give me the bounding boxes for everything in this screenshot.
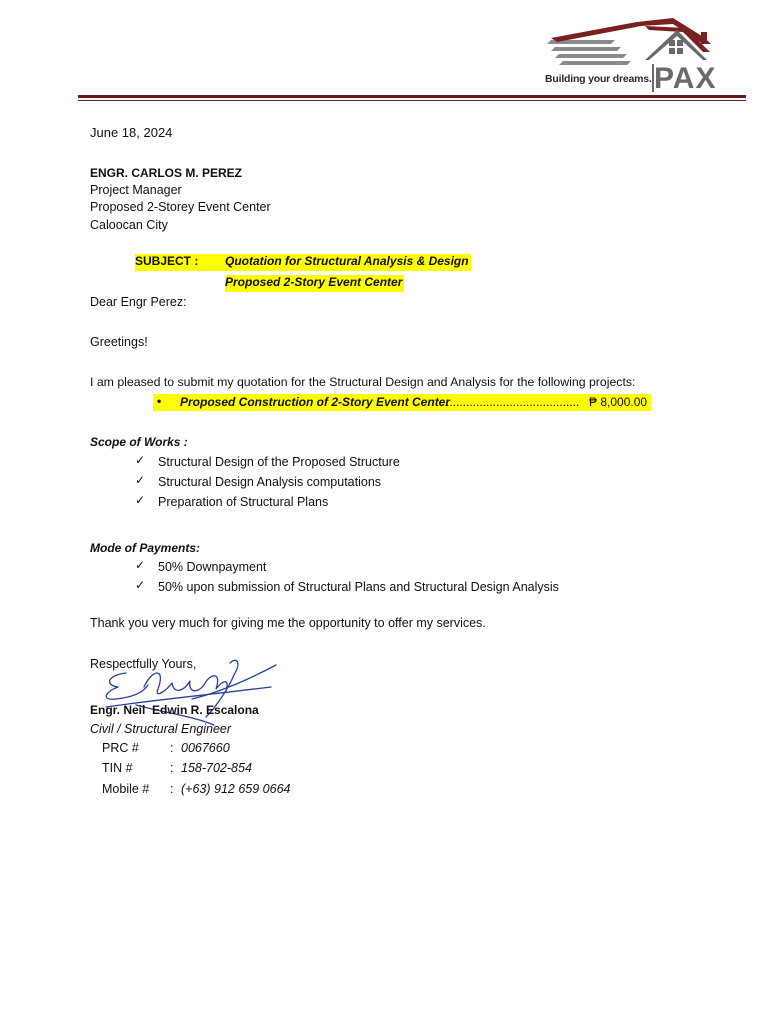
- bullet-glyph: •: [157, 394, 162, 408]
- intro-paragraph: I am pleased to submit my quotation for the Structural Design and Analysis for the following projects:: [90, 375, 636, 389]
- subject-line-2: Proposed 2-Story Event Center: [225, 275, 404, 292]
- logo-window: [669, 40, 683, 54]
- checkmark-icon: ✓: [135, 453, 146, 467]
- recipient-project: Proposed 2-Storey Event Center: [90, 200, 271, 214]
- signer-title: Civil / Structural Engineer: [90, 722, 232, 736]
- payments-heading: Mode of Payments:: [90, 541, 201, 555]
- detail-label: PRC #: [102, 741, 139, 755]
- greeting: Greetings!: [90, 335, 148, 349]
- logo-stripes: [547, 40, 631, 65]
- payment-item: 50% upon submission of Structural Plans and Structural Design Analysis: [158, 580, 559, 594]
- checkmark-icon: ✓: [135, 578, 146, 592]
- quote-item-row: [153, 394, 651, 411]
- detail-separator: :: [170, 761, 174, 775]
- subject-line-1: Quotation for Structural Analysis & Design: [225, 254, 471, 271]
- detail-value: 158-702-854: [181, 761, 252, 775]
- signer-name: Engr. Neil Edwin R. Escalona: [90, 703, 259, 717]
- checkmark-icon: ✓: [135, 493, 146, 507]
- thanks-paragraph: Thank you very much for giving me the opportunity to offer my services.: [90, 616, 486, 630]
- quote-item-name: Proposed Construction of 2-Story Event Center: [180, 395, 451, 409]
- logo-brand-name: PAX: [654, 62, 717, 95]
- recipient-title: Project Manager: [90, 183, 182, 197]
- header-rule-thick: [78, 95, 746, 98]
- detail-value: (+63) 912 659 0664: [181, 782, 291, 796]
- subject-label: SUBJECT :: [135, 254, 225, 271]
- detail-value: 0067660: [181, 741, 230, 755]
- detail-separator: :: [170, 741, 174, 755]
- checkmark-icon: ✓: [135, 558, 146, 572]
- scope-item: Structural Design Analysis computations: [158, 475, 382, 489]
- checkmark-icon: ✓: [135, 473, 146, 487]
- detail-separator: :: [170, 782, 174, 796]
- detail-label: Mobile #: [102, 782, 150, 796]
- scope-item: Preparation of Structural Plans: [158, 495, 329, 509]
- scope-heading: Scope of Works :: [90, 435, 188, 449]
- quote-item-leader-dots: ........................................: [446, 395, 580, 409]
- recipient-name: ENGR. CARLOS M. PEREZ: [90, 166, 243, 180]
- salutation: Dear Engr Perez:: [90, 295, 187, 309]
- logo-tagline: Building your dreams.: [545, 73, 652, 85]
- detail-label: TIN #: [102, 761, 133, 775]
- closing: Respectfully Yours,: [90, 657, 197, 671]
- payment-item: 50% Downpayment: [158, 560, 267, 574]
- scope-item: Structural Design of the Proposed Structure: [158, 455, 400, 469]
- header-rule-thin: [78, 100, 746, 101]
- quote-item-price: ₱ 8,000.00: [589, 395, 648, 409]
- recipient-city: Caloocan City: [90, 218, 168, 232]
- letter-date: June 18, 2024: [90, 125, 173, 140]
